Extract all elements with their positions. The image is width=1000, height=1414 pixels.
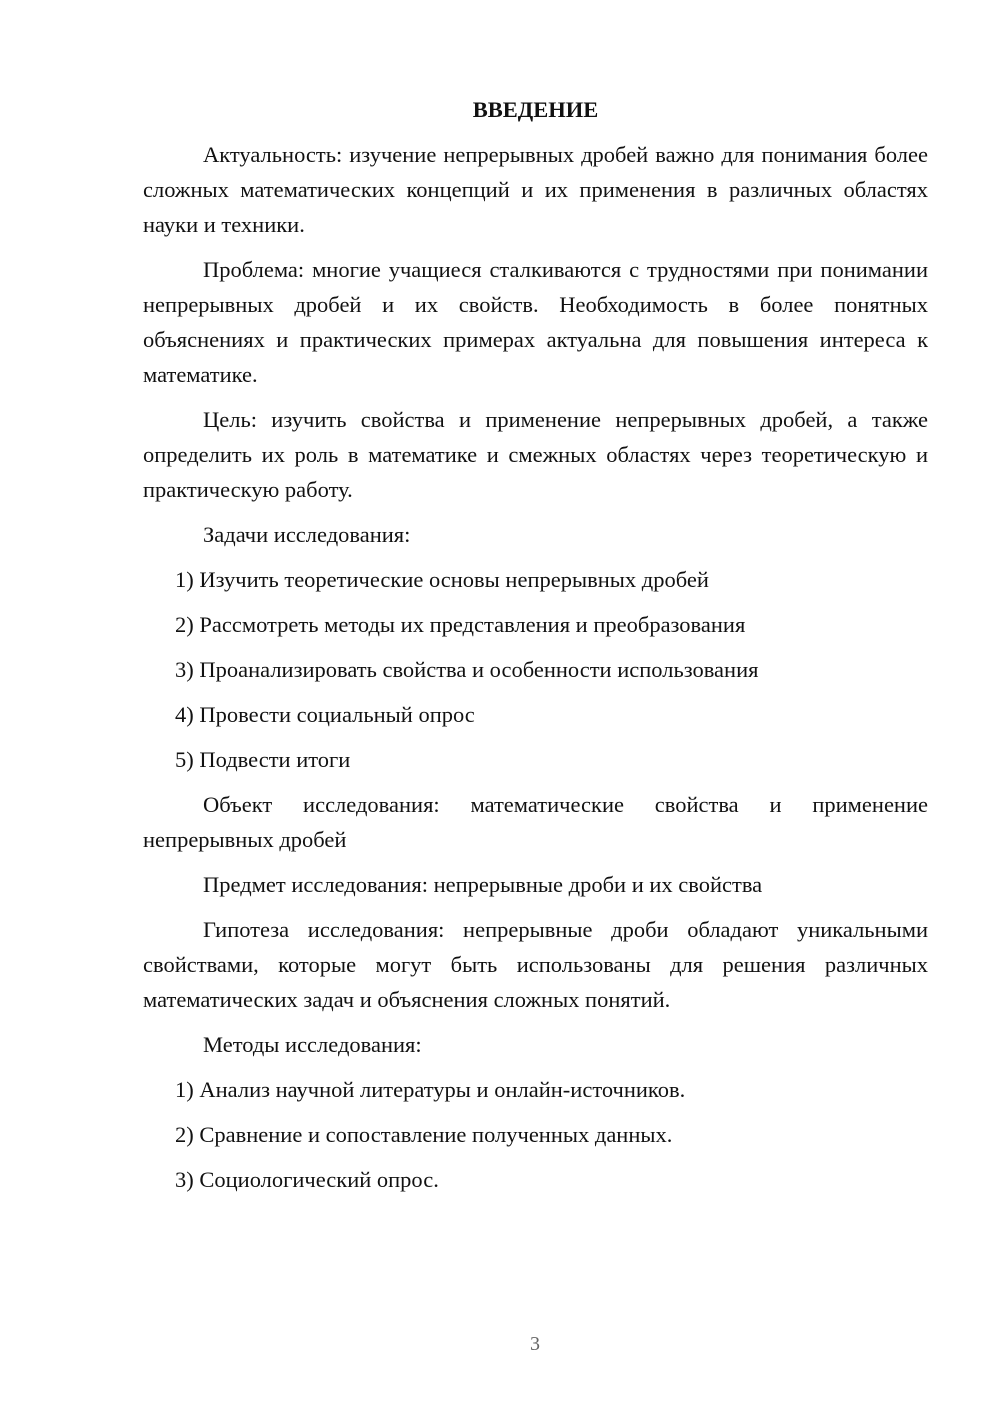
subject-paragraph: Предмет исследования: непрерывные дроби и их свойства — [203, 872, 763, 897]
relevance-paragraph: Актуальность: изучение непрерывных дробей важно для понимания более сложных математических концепций и их применения в различных областях науки и техники. — [143, 142, 928, 237]
object-paragraph: Объект исследования: математические свойства и применение непрерывных дробей — [143, 792, 928, 852]
list-item: 2) Рассмотреть методы их представления и преобразования — [175, 612, 746, 637]
goal-paragraph: Цель: изучить свойства и применение непрерывных дробей, а также определить их роль в математике и смежных областях через теоретическую и практическую работу. — [143, 407, 928, 502]
list-item: 2) Сравнение и сопоставление полученных данных. — [175, 1122, 673, 1147]
tasks-heading: Задачи исследования: — [203, 522, 411, 547]
document-page — [143, 92, 928, 1207]
list-item: 3) Проанализировать свойства и особенности использования — [175, 657, 759, 682]
list-item: 5) Подвести итоги — [175, 747, 351, 772]
problem-paragraph: Проблема: многие учащиеся сталкиваются с трудностями при понимании непрерывных дробей и их свойств. Необходимость в более понятных объяснениях и практических примерах актуальна для повышения интереса к математике. — [143, 257, 928, 387]
methods-heading: Методы исследования: — [203, 1032, 422, 1057]
page-title: ВВЕДЕНИЕ — [472, 97, 599, 122]
hypothesis-paragraph: Гипотеза исследования: непрерывные дроби обладают уникальными свойствами, которые могут быть использованы для решения различных математических задач и объяснения сложных понятий. — [143, 917, 928, 1012]
page-number: 3 — [530, 1333, 540, 1355]
list-item: 3) Социологический опрос. — [175, 1167, 439, 1192]
list-item: 1) Изучить теоретические основы непрерывных дробей — [175, 567, 709, 592]
list-item: 4) Провести социальный опрос — [175, 702, 475, 727]
methods-list — [143, 1072, 928, 1197]
list-item: 1) Анализ научной литературы и онлайн-источников. — [175, 1077, 686, 1102]
tasks-list — [143, 562, 928, 777]
